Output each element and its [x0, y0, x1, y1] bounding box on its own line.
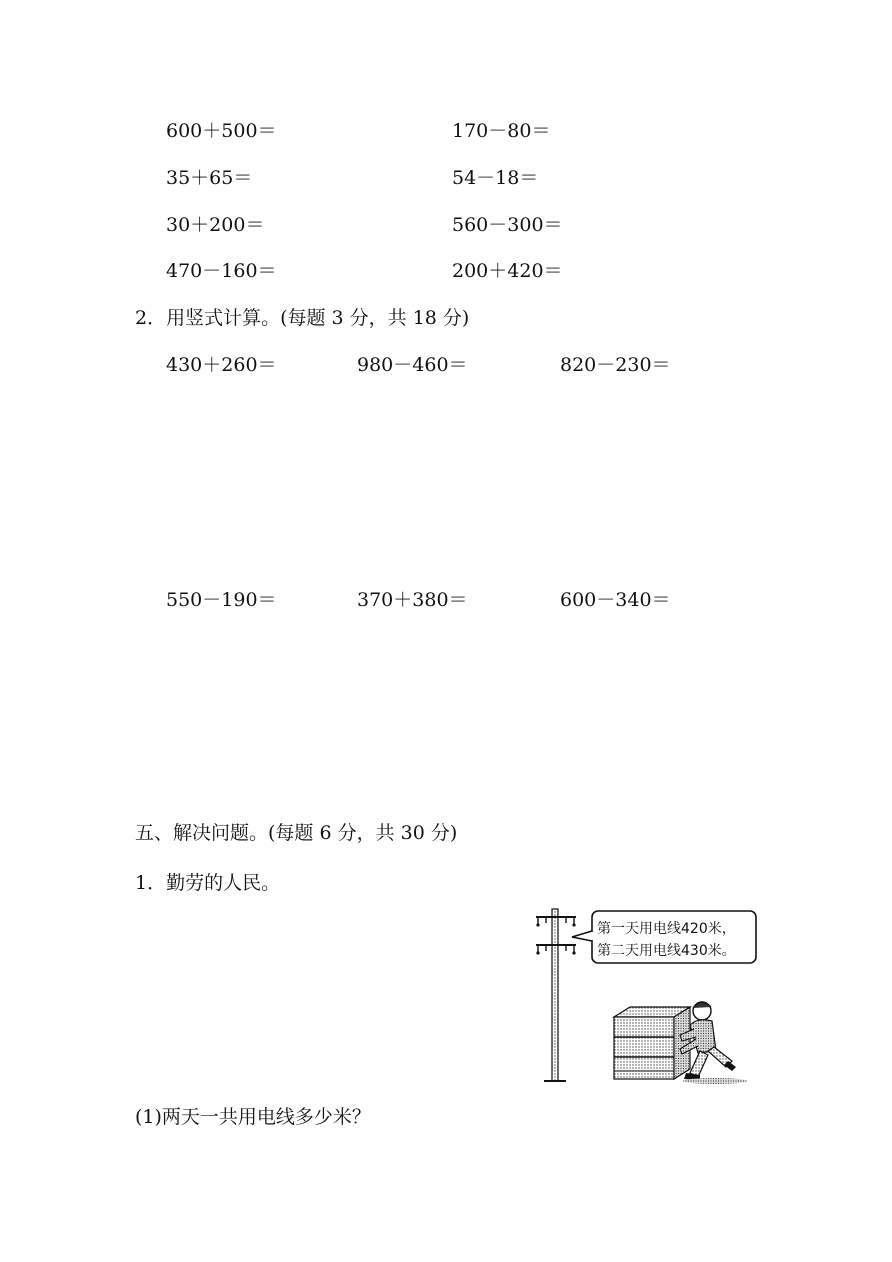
equation: 35＋65＝ [166, 167, 253, 189]
speech-bubble [572, 911, 756, 963]
crates-icon [614, 1007, 690, 1079]
vertical-calc-problem: 370＋380＝ [357, 589, 468, 611]
equation: 54－18＝ [452, 167, 539, 189]
section-heading: 五、解决问题。(每题 6 分，共 30 分) [135, 822, 458, 844]
question-heading: 2．用竖式计算。(每题 3 分，共 18 分) [135, 307, 470, 329]
problem-title: 1．勤劳的人民。 [135, 872, 281, 894]
equation: 200＋420＝ [452, 260, 563, 282]
vertical-calc-problem: 980－460＝ [357, 354, 468, 376]
equation: 560－300＝ [452, 214, 563, 236]
equation: 470－160＝ [166, 260, 277, 282]
bubble-line-1: 第一天用电线420米， [597, 921, 736, 937]
equation: 600＋500＝ [166, 120, 277, 142]
worker-and-pole-illustration [530, 905, 770, 1085]
sub-question: (1)两天一共用电线多少米？ [135, 1106, 371, 1128]
equation: 30＋200＝ [166, 214, 265, 236]
vertical-calc-problem: 600－340＝ [560, 589, 671, 611]
equation: 170－80＝ [452, 120, 551, 142]
bubble-line-2: 第二天用电线430米。 [597, 943, 736, 959]
vertical-calc-problem: 550－190＝ [166, 589, 277, 611]
vertical-calc-problem: 820－230＝ [560, 354, 671, 376]
utility-pole-icon [536, 909, 576, 1081]
vertical-calc-problem: 430＋260＝ [166, 354, 277, 376]
